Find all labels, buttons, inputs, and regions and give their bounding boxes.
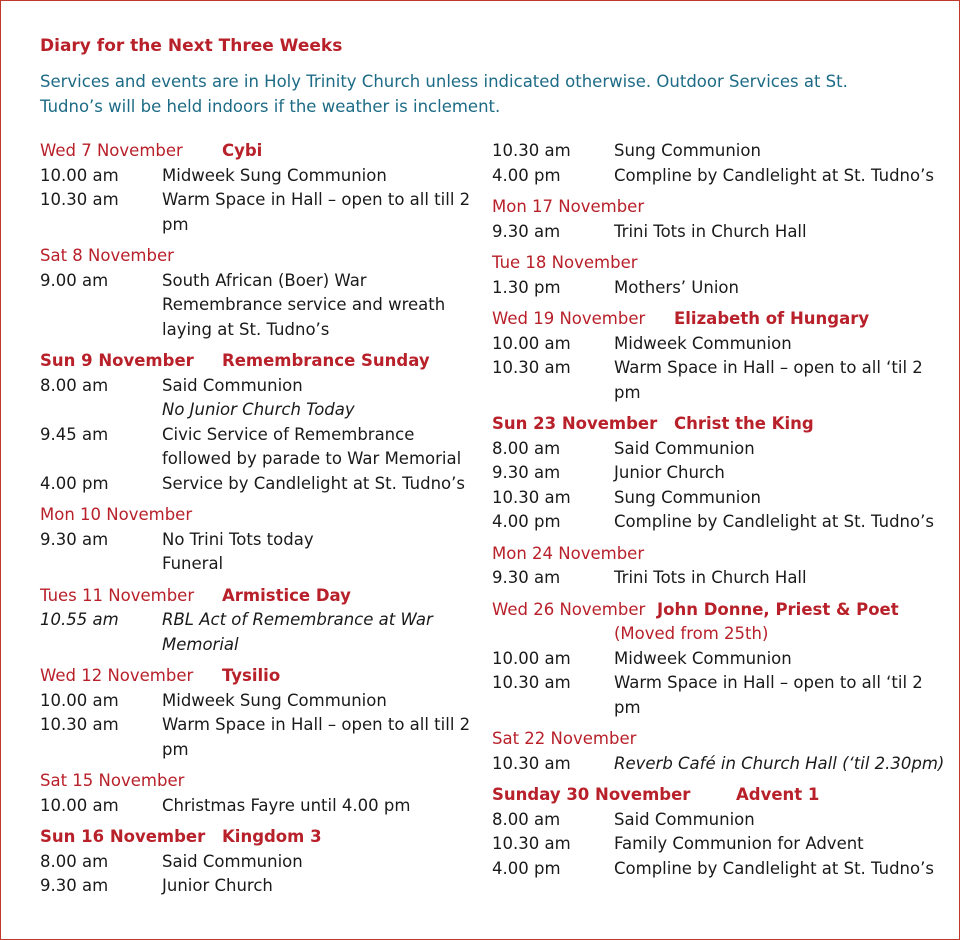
entry-description: Compline by Candlelight at St. Tudno’s [614, 165, 934, 185]
day-note: (Moved from 25th) [614, 624, 769, 643]
diary-entry [492, 437, 950, 462]
diary-entry [492, 220, 950, 245]
entry-description: Mothers’ Union [614, 277, 739, 297]
diary-day [492, 139, 950, 188]
day-date: Wed 12 November [40, 666, 194, 685]
feast-name: Kingdom 3 [222, 827, 322, 846]
day-heading [492, 195, 950, 220]
entry-description: Warm Space in Hall – open to all ‘til 2 pm [614, 673, 923, 717]
feast-name: Tysilio [222, 666, 281, 685]
entry-description: Sung Communion [614, 487, 761, 507]
diary-entry [492, 332, 950, 357]
diary-entry [40, 472, 476, 497]
diary-day [492, 195, 950, 244]
entry-time: 10.30 am [40, 715, 119, 734]
day-date: Sun 9 November [40, 351, 194, 370]
day-heading [492, 542, 950, 567]
diary-day [40, 503, 476, 577]
feast-name: Advent 1 [736, 785, 820, 804]
day-heading [492, 307, 950, 332]
day-date: Sunday 30 November [492, 785, 691, 804]
entry-time: 10.30 am [492, 753, 571, 773]
day-date: Sat 8 November [40, 246, 174, 265]
entry-time [40, 398, 162, 423]
diary-entry [40, 552, 476, 577]
entry-time: 10.30 am [492, 487, 571, 507]
entry-time: 10.30 am [492, 141, 571, 160]
entry-description: Said Communion [162, 375, 303, 395]
diary-entry [492, 276, 950, 301]
diary-entry [40, 850, 476, 875]
day-date: Sat 15 November [40, 771, 185, 790]
diary-day [40, 244, 476, 342]
entry-description: Said Communion [614, 809, 755, 829]
feast-name: Cybi [222, 141, 263, 160]
diary-entry [40, 269, 476, 343]
entry-time: 9.00 am [40, 270, 109, 290]
day-date: Tues 11 November [40, 585, 195, 605]
entry-time: 10.00 am [40, 795, 119, 815]
entry-description: Warm Space in Hall – open to all ‘til 2 pm [614, 358, 923, 402]
diary-day [492, 598, 950, 721]
feast-name: John Donne, Priest & Poet [657, 599, 899, 619]
entry-time: 10.30 am [492, 834, 571, 853]
entry-description: No Trini Tots today [162, 529, 314, 549]
diary-day [40, 349, 476, 496]
feast-name: Armistice Day [222, 585, 351, 605]
day-date: Mon 17 November [492, 197, 645, 216]
day-heading [492, 727, 950, 752]
day-heading [492, 412, 950, 437]
feast-name: Christ the King [674, 414, 814, 433]
day-date: Sun 16 November [40, 827, 206, 846]
diary-entry [40, 374, 476, 399]
entry-time: 10.00 am [492, 333, 571, 353]
entry-time: 10.00 am [492, 648, 571, 668]
diary-entry [492, 164, 950, 189]
entry-time: 9.30 am [492, 463, 561, 482]
diary-column-left [40, 139, 476, 899]
diary-entry [492, 857, 950, 882]
entry-time: 4.00 pm [492, 858, 561, 878]
entry-description: Civic Service of Remembrance followed by parade to War Memorial [162, 424, 462, 468]
entry-description: Trini Tots in Church Hall [614, 221, 807, 241]
entry-description: South African (Boer) War Remembrance service and wreath laying at St. Tudno’s [162, 270, 446, 339]
diary-day [492, 307, 950, 405]
entry-description: Family Communion for Advent [614, 834, 864, 853]
entry-description: Said Communion [162, 851, 303, 871]
day-date: Wed 26 November [492, 599, 646, 619]
diary-entry [492, 832, 950, 857]
feast-name: Elizabeth of Hungary [674, 309, 870, 328]
feast-name: Remembrance Sunday [222, 351, 430, 370]
diary-entry [40, 528, 476, 553]
entry-time: 8.00 am [40, 375, 109, 395]
intro-text: Services and events are in Holy Trinity Church unless indicated otherwise. Outdoor Services at St. Tudno’s will be held indoors if the weather is inclement. [40, 72, 848, 116]
entry-time: 10.55 am [40, 610, 119, 629]
day-heading [40, 139, 476, 164]
day-heading [40, 244, 476, 269]
entry-time: 4.00 pm [492, 165, 561, 185]
entry-description: Funeral [162, 554, 224, 573]
diary-day [40, 825, 476, 899]
day-date: Mon 24 November [492, 543, 645, 563]
entry-description: No Junior Church Today [162, 400, 355, 419]
diary-entry [40, 398, 476, 423]
diary-entry [40, 164, 476, 189]
entry-time: 8.00 am [492, 809, 561, 829]
diary-entry [492, 808, 950, 833]
entry-description: Midweek Communion [614, 333, 792, 353]
diary-entry [492, 139, 950, 164]
day-heading [40, 584, 476, 609]
entry-description: Midweek Communion [614, 648, 792, 668]
entry-time: 9.30 am [492, 568, 561, 587]
day-date: Tue 18 November [492, 253, 638, 272]
entry-time: 10.30 am [40, 190, 119, 209]
diary-entry [40, 689, 476, 714]
diary-day [492, 727, 950, 776]
diary-day [492, 542, 950, 591]
entry-description: Compline by Candlelight at St. Tudno’s [614, 512, 934, 531]
entry-description: Sung Communion [614, 141, 761, 160]
diary-entry [40, 188, 476, 237]
diary-entry [492, 647, 950, 672]
entry-description: Said Communion [614, 438, 755, 458]
entry-description: Trini Tots in Church Hall [614, 568, 807, 587]
diary-day [40, 584, 476, 658]
day-date: Sun 23 November [492, 414, 658, 433]
entry-time: 9.30 am [40, 529, 109, 549]
diary-day [40, 664, 476, 762]
page-title: Diary for the Next Three Weeks [40, 36, 343, 56]
diary-entry [40, 608, 476, 657]
entry-description: Warm Space in Hall – open to all till 2 pm [162, 190, 471, 234]
day-heading [492, 783, 950, 808]
diary-day [492, 783, 950, 881]
entry-description: RBL Act of Remembrance at War Memorial [162, 610, 433, 654]
day-date: Wed 7 November [40, 141, 183, 160]
diary-entry [492, 510, 950, 535]
diary-entry [40, 874, 476, 899]
day-date: Mon 10 November [40, 505, 193, 524]
entry-description: Compline by Candlelight at St. Tudno’s [614, 858, 934, 878]
entry-description: Junior Church [614, 463, 725, 482]
entry-time: 8.00 am [40, 851, 109, 871]
entry-time [40, 552, 162, 577]
entry-time: 10.30 am [492, 673, 571, 692]
entry-description: Midweek Sung Communion [162, 690, 387, 710]
diary-entry [492, 356, 950, 405]
diary-entry [492, 461, 950, 486]
entry-description: Service by Candlelight at St. Tudno’s [162, 473, 465, 493]
day-heading [40, 769, 476, 794]
diary-day [40, 139, 476, 237]
entry-description: Christmas Fayre until 4.00 pm [162, 795, 411, 815]
day-heading [40, 664, 476, 689]
diary-entry [40, 794, 476, 819]
entry-description: Midweek Sung Communion [162, 165, 387, 185]
entry-description: Warm Space in Hall – open to all till 2 pm [162, 715, 471, 759]
entry-time: 9.30 am [40, 876, 109, 895]
day-heading [40, 349, 476, 374]
day-heading [492, 251, 950, 276]
diary-column-right [492, 139, 950, 881]
entry-time: 1.30 pm [492, 277, 561, 297]
day-heading [40, 825, 476, 850]
day-date: Sat 22 November [492, 729, 637, 748]
diary-entry [492, 486, 950, 511]
entry-description: Junior Church [162, 876, 273, 895]
day-heading [40, 503, 476, 528]
day-heading [492, 598, 950, 623]
entry-time: 9.30 am [492, 221, 561, 241]
diary-entry [40, 713, 476, 762]
diary-day [492, 412, 950, 535]
diary-day [492, 251, 950, 300]
diary-entry [492, 752, 950, 777]
entry-time: 10.00 am [40, 165, 119, 185]
diary-entry [40, 423, 476, 472]
entry-time: 10.00 am [40, 690, 119, 710]
entry-time: 4.00 pm [492, 512, 561, 531]
entry-description: Reverb Café in Church Hall (‘til 2.30pm) [614, 753, 945, 773]
diary-day [40, 769, 476, 818]
entry-time: 10.30 am [492, 358, 571, 377]
entry-time: 4.00 pm [40, 473, 109, 493]
diary-entry [492, 671, 950, 720]
diary-entry [492, 566, 950, 591]
entry-time: 9.45 am [40, 424, 109, 444]
entry-time: 8.00 am [492, 438, 561, 458]
day-date: Wed 19 November [492, 309, 646, 328]
